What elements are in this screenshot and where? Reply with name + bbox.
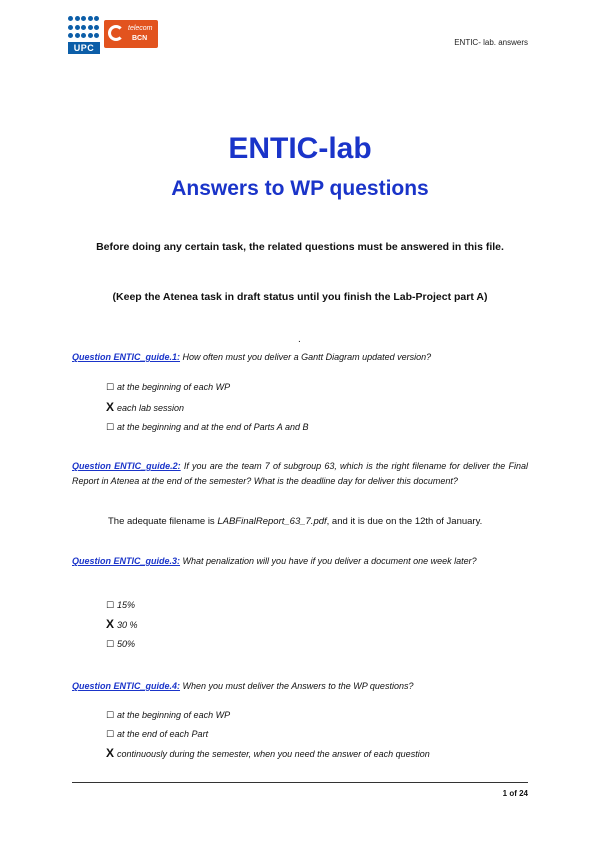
- checked-x-icon: X: [106, 400, 115, 414]
- question-4-label[interactable]: Question ENTIC_guide.4:: [72, 681, 181, 691]
- telecom-logo-text: telecom: [128, 25, 153, 32]
- question-3-text: What penalization will you have if you deliver a document one week later?: [180, 556, 477, 566]
- question-4-text: When you must deliver the Answers to the WP questions?: [180, 681, 414, 691]
- q4-option-1[interactable]: ☐ at the beginning of each WP: [106, 710, 231, 720]
- q3-option-3[interactable]: ☐ 50%: [106, 639, 136, 649]
- q1-option-2[interactable]: X each lab session: [106, 400, 185, 414]
- question-3-label[interactable]: Question ENTIC_guide.3:: [72, 556, 181, 566]
- checked-x-icon: X: [106, 617, 115, 631]
- intro-note: (Keep the Atenea task in draft status until you finish the Lab-Project part A): [112, 291, 488, 303]
- intro-text: Before doing any certain task, the related questions must be answered in this file.: [96, 241, 504, 253]
- question-2-label[interactable]: Question ENTIC_guide.2:: [72, 461, 181, 471]
- telecom-bcn-logo: [104, 20, 158, 48]
- question-2: [72, 459, 528, 489]
- page-number: 1 of 24: [502, 789, 528, 798]
- checkbox-icon: ☐: [106, 422, 115, 432]
- upc-logo: [68, 16, 100, 54]
- question-2-answer: The adequate filename is LABFinalReport_63_7.pdf, and it is due on the 12th of January.: [108, 516, 483, 527]
- question-1: [72, 350, 528, 365]
- checkbox-icon: ☐: [106, 600, 115, 610]
- answer-filename: LABFinalReport_63_7.pdf: [217, 516, 327, 527]
- checkbox-icon: ☐: [106, 710, 115, 720]
- question-1-label[interactable]: Question ENTIC_guide.1:: [72, 352, 181, 362]
- q4-option-3[interactable]: X continuously during the semester, when you need the answer of each question: [106, 746, 430, 760]
- q3-option-1[interactable]: ☐ 15%: [106, 600, 136, 610]
- question-3: [72, 554, 528, 569]
- q1-option-1[interactable]: ☐ at the beginning of each WP: [106, 382, 231, 392]
- separator-dot: .: [298, 334, 301, 345]
- page-subtitle: Answers to WP questions: [171, 177, 429, 200]
- q1-option-3[interactable]: ☐ at the beginning and at the end of Parts A and B: [106, 422, 309, 432]
- checkbox-icon: ☐: [106, 729, 115, 739]
- upc-logo-dots: [68, 16, 100, 40]
- page-title: ENTIC-lab: [228, 132, 372, 165]
- telecom-ring-icon: [108, 25, 124, 41]
- question-4: [72, 679, 528, 694]
- footer-divider: [72, 782, 528, 783]
- header-doc-title: ENTIC- lab. answers: [454, 38, 528, 47]
- q3-option-2[interactable]: X 30 %: [106, 617, 138, 631]
- checkbox-icon: ☐: [106, 639, 115, 649]
- upc-logo-text: UPC: [68, 42, 100, 54]
- checkbox-icon: ☐: [106, 382, 115, 392]
- q4-option-2[interactable]: ☐ at the end of each Part: [106, 729, 209, 739]
- checked-x-icon: X: [106, 746, 115, 760]
- question-1-text: How often must you deliver a Gantt Diagram updated version?: [180, 352, 432, 362]
- bcn-logo-text: BCN: [132, 35, 148, 42]
- question-2-text: If you are the team 7 of subgroup 63, which is the right filename for deliver the Final Report in Atenea at the end of the semester? What is the deadline day for deliver this document?: [72, 461, 528, 486]
